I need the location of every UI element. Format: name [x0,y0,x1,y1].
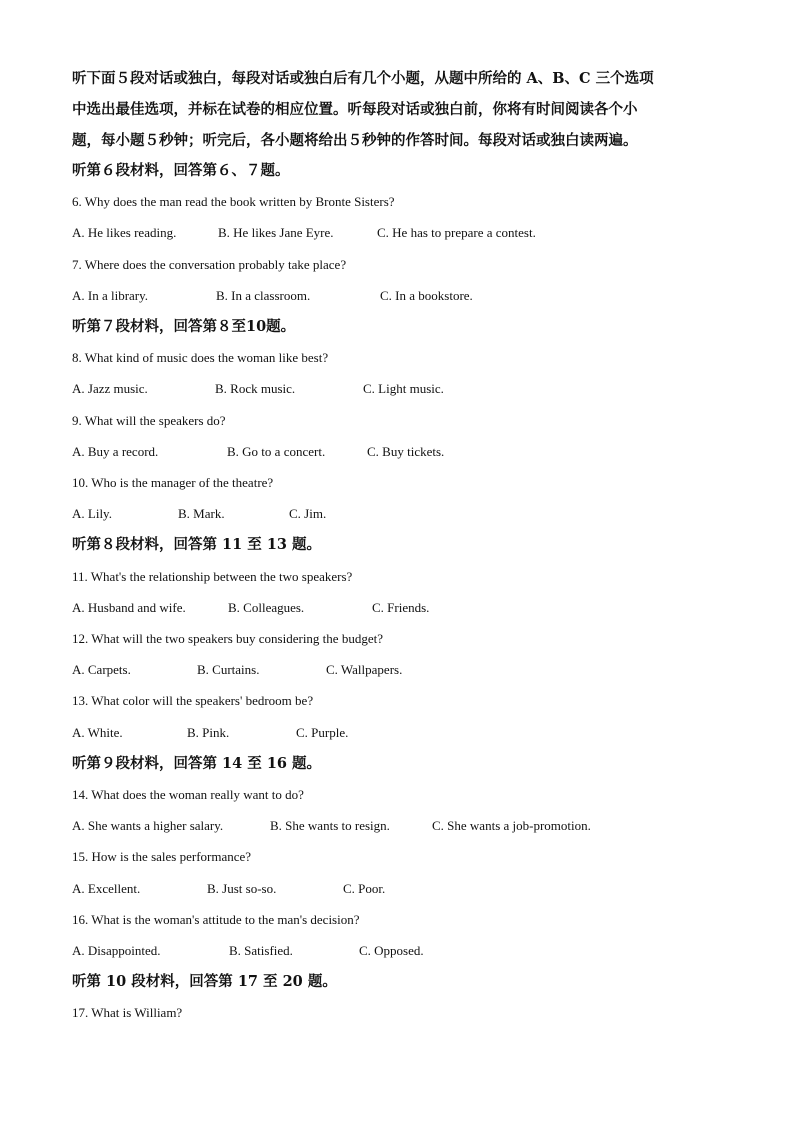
option-b[interactable]: B. She wants to resign. [270,818,390,834]
question-text: 15. How is the sales performance? [72,849,252,865]
option-c[interactable]: C. Opposed. [359,943,424,958]
question-text: 12. What will the two speakers buy considering the budget? [72,631,383,646]
option-c[interactable]: C. Poor. [343,880,386,896]
option-a[interactable]: A. Husband and wife. [72,599,186,615]
question-text: 13. What color will the speakers' bedroom be? [72,693,314,709]
section-header: 听第８段材料，回答第 11 至 13 题。 [72,536,322,554]
option-a[interactable]: A. Jazz music. [72,381,148,397]
option-b[interactable]: B. He likes Jane Eyre. [218,225,334,241]
question-text: 9. What will the speakers do? [72,412,226,428]
instructions [72,63,732,156]
option-a[interactable]: A. White. [72,724,123,740]
section-header: 听第 10 段材料，回答第 17 至 20 题。 [72,973,337,991]
question-text: 17. What is William? [72,1005,183,1021]
option-c[interactable]: C. Purple. [296,724,349,740]
question-text: 10. Who is the manager of the theatre? [72,475,274,490]
option-c[interactable]: C. Light music. [363,381,444,397]
option-a[interactable]: A. Carpets. [72,662,131,678]
option-a[interactable]: A. Disappointed. [72,943,161,958]
question-text: 7. Where does the conversation probably take place? [72,256,347,272]
option-b[interactable]: B. Colleagues. [228,599,305,615]
option-b[interactable]: B. Just so-so. [207,880,277,896]
option-c[interactable]: C. He has to prepare a contest. [377,225,536,241]
option-c[interactable]: C. Wallpapers. [326,662,403,678]
section-header: 听第９段材料，回答第 14 至 16 题。 [72,754,322,772]
question-text: 14. What does the woman really want to do? [72,787,304,802]
instructions-line: 中选出最佳选项，并标在试卷的相应位置。听每段对话或独白前，你将有时间阅读各个小 [72,101,638,118]
question-text: 6. Why does the man read the book written by Bronte Sisters? [72,194,395,210]
option-b[interactable]: B. Go to a concert. [227,443,326,459]
option-c[interactable]: C. Jim. [289,506,327,522]
option-c[interactable]: C. She wants a job-promotion. [432,818,591,834]
option-a[interactable]: A. Lily. [72,506,112,522]
option-b[interactable]: B. Satisfied. [229,943,293,958]
question-text: 16. What is the woman's attitude to the man's decision? [72,911,360,927]
section-header: 听第７段材料，回答第８至10题。 [72,318,296,335]
option-a[interactable]: A. She wants a higher salary. [72,818,224,834]
question-text: 8. What kind of music does the woman like best? [72,350,329,366]
instructions-line: 题，每小题５秒钟；听完后，各小题将给出５秒钟的作答时间。每段对话或独白读两遍。 [72,132,638,149]
section-header: 听第６段材料，回答第６、７题。 [72,162,290,179]
option-b[interactable]: B. In a classroom. [216,287,311,303]
option-b[interactable]: B. Curtains. [197,662,260,678]
option-a[interactable]: A. Excellent. [72,880,141,896]
option-a[interactable]: A. Buy a record. [72,443,159,459]
option-c[interactable]: C. Buy tickets. [367,443,445,459]
option-c[interactable]: C. In a bookstore. [380,287,473,303]
option-a[interactable]: A. In a library. [72,287,149,303]
option-b[interactable]: B. Mark. [178,506,225,522]
option-b[interactable]: B. Pink. [187,724,230,740]
option-b[interactable]: B. Rock music. [215,381,296,397]
option-c[interactable]: C. Friends. [372,599,430,615]
question-text: 11. What's the relationship between the two speakers? [72,568,353,584]
instructions-line: 听下面５段对话或独白，每段对话或独白后有几个小题，从题中所给的 A、B、C 三个选项 [72,70,654,87]
option-a[interactable]: A. He likes reading. [72,225,177,241]
